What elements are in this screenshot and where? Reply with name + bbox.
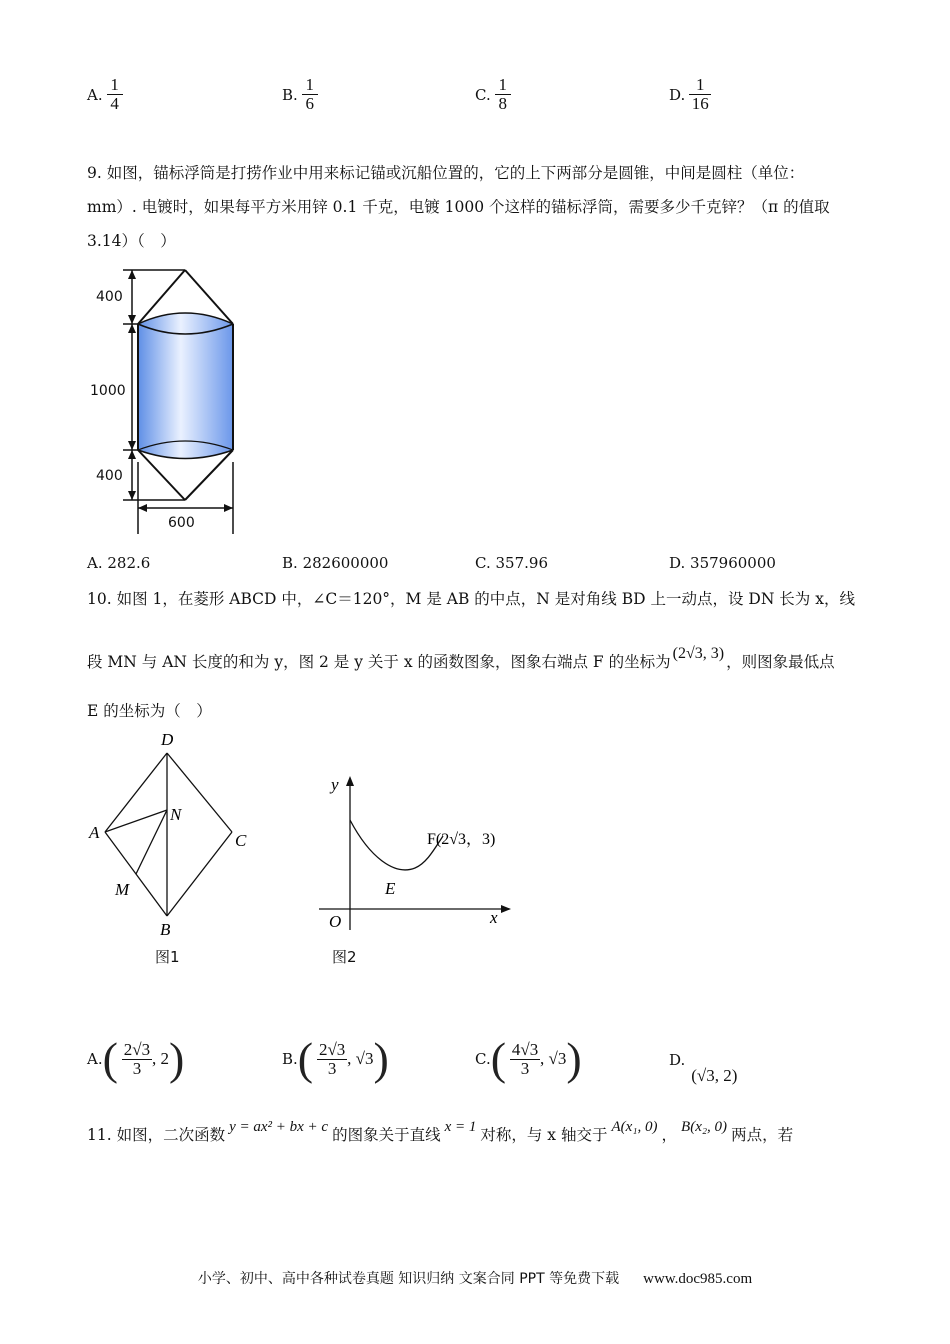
numerator: 1 bbox=[110, 75, 119, 94]
dim-bottom: 400 bbox=[96, 468, 123, 484]
option-letter: A. bbox=[87, 85, 103, 104]
option-letter: C. bbox=[475, 1050, 491, 1068]
q10-line-2 bbox=[87, 645, 835, 679]
q10-line-1: 10. 如图 1，在菱形 ABCD 中，∠C＝120°，M 是 AB 的中点，N 是对角线 BD 上一动点，设 DN 长为 x，线 bbox=[87, 590, 855, 608]
option-letter: A. bbox=[87, 554, 103, 572]
option-letter: B. bbox=[282, 85, 298, 104]
q9-line-3: 3.14）（ ） bbox=[87, 232, 176, 250]
symmetry-axis: x = 1 bbox=[444, 1119, 477, 1135]
fraction bbox=[317, 1041, 347, 1078]
footer-text: 小学、初中、高中各种试卷真题 知识归纳 文案合同 PPT 等免费下载 bbox=[197, 1271, 620, 1287]
axis-label-y: y bbox=[331, 775, 339, 794]
denominator: 8 bbox=[498, 94, 507, 113]
q9-option-c bbox=[475, 554, 548, 572]
option-letter: D. bbox=[669, 1051, 686, 1069]
dim-width: 600 bbox=[168, 515, 195, 531]
label-d: D bbox=[161, 730, 174, 749]
option-text: 357.96 bbox=[495, 554, 548, 572]
option-letter: C. bbox=[475, 85, 491, 104]
denominator: 3 bbox=[327, 1058, 337, 1078]
numerator: 2√3 bbox=[123, 1039, 151, 1059]
option-letter: D. bbox=[669, 85, 686, 104]
q10-line-3: E 的坐标为（ ） bbox=[87, 702, 212, 720]
quadratic-function: y = ax² + bx + c bbox=[229, 1119, 329, 1135]
rhombus-figure bbox=[85, 728, 260, 973]
label-n: N bbox=[170, 805, 182, 824]
second-coordinate: √3 bbox=[548, 1049, 567, 1068]
q10-option-a bbox=[87, 1033, 185, 1084]
q9-line-1: 9. 如图，锚标浮筒是打捞作业中用来标记锚或沉船位置的，它的上下两部分是圆锥，中间是圆柱（单位： bbox=[87, 164, 805, 182]
denominator: 16 bbox=[691, 94, 709, 113]
label-b: B bbox=[160, 920, 171, 939]
page-footer bbox=[0, 1268, 950, 1288]
figure-1-caption: 图1 bbox=[155, 948, 180, 966]
q9-option-b bbox=[282, 554, 388, 572]
q9-option-d bbox=[669, 554, 776, 572]
origin-label: O bbox=[329, 912, 342, 931]
q11-text: 对称，与 x 轴交于 bbox=[480, 1126, 608, 1144]
q11-suffix: 两点，若 bbox=[731, 1126, 794, 1144]
point-b: B(x₂, 0) bbox=[681, 1119, 728, 1135]
q11-prefix: 11. 如图，二次函数 bbox=[87, 1126, 226, 1144]
fraction bbox=[689, 76, 711, 113]
dim-middle: 1000 bbox=[90, 383, 126, 399]
figure-2-caption: 图2 bbox=[332, 948, 357, 966]
q9-option-a bbox=[87, 554, 150, 572]
numerator: 4√3 bbox=[511, 1039, 539, 1059]
denominator: 6 bbox=[305, 94, 315, 113]
q10-option-d bbox=[669, 1051, 738, 1085]
option-text: (√3, 2) bbox=[691, 1066, 738, 1085]
fraction bbox=[495, 76, 511, 113]
label-a: A bbox=[89, 823, 100, 842]
dim-top: 400 bbox=[96, 289, 123, 305]
point-label-f: F(2√3，3) bbox=[427, 831, 496, 848]
q8-option-c bbox=[475, 76, 511, 113]
option-text: 282600000 bbox=[302, 554, 389, 572]
fraction bbox=[107, 76, 123, 113]
q9-stem bbox=[87, 156, 860, 258]
fraction bbox=[510, 1041, 540, 1078]
option-text: 282.6 bbox=[107, 554, 151, 572]
denominator: 3 bbox=[132, 1058, 142, 1078]
f-coordinate: (2√3, 3) bbox=[672, 645, 725, 662]
label-c: C bbox=[235, 831, 247, 850]
q10-line-2a: 段 MN 与 AN 长度的和为 y，图 2 是 y 关于 x 的函数图象，图象右端点 F 的坐标为 bbox=[87, 653, 671, 671]
coordinate: ( $\frac{2√3}{3}$ , 2 ) bbox=[102, 1033, 185, 1084]
option-letter: C. bbox=[475, 554, 491, 572]
q11-text: 的图象关于直线 bbox=[332, 1126, 441, 1144]
option-letter: B. bbox=[282, 554, 298, 572]
second-coordinate: 2 bbox=[160, 1049, 169, 1068]
q8-option-a bbox=[87, 76, 123, 113]
denominator: 4 bbox=[110, 94, 119, 113]
denominator: 3 bbox=[520, 1058, 530, 1078]
function-graph bbox=[315, 768, 515, 938]
coordinate: ( $\frac{2√3}{3}$ , √3 ) bbox=[297, 1033, 389, 1084]
separator: ， bbox=[661, 1126, 678, 1144]
footer-url[interactable]: www.doc985.com bbox=[643, 1271, 753, 1287]
q10-option-c bbox=[475, 1033, 582, 1084]
option-letter: A. bbox=[87, 1050, 103, 1068]
fraction bbox=[122, 1041, 152, 1078]
q10-line-2b: ，则图象最低点 bbox=[726, 653, 835, 671]
numerator: 1 bbox=[305, 75, 315, 94]
label-m: M bbox=[115, 880, 130, 899]
option-text: 357960000 bbox=[690, 554, 776, 572]
option-letter: D. bbox=[669, 554, 686, 572]
q8-option-b bbox=[282, 76, 318, 113]
numerator: 2√3 bbox=[318, 1039, 346, 1059]
q9-line-2: mm）. 电镀时，如果每平方米用锌 0.1 千克，电镀 1000 个这样的锚标浮筒，需要多少千克锌？（π 的值取 bbox=[87, 198, 830, 216]
second-coordinate: √3 bbox=[355, 1049, 374, 1068]
point-label-e: E bbox=[385, 879, 396, 898]
fraction bbox=[302, 76, 318, 113]
option-letter: B. bbox=[282, 1050, 298, 1068]
axis-label-x: x bbox=[490, 908, 498, 927]
q8-option-d bbox=[669, 76, 711, 113]
numerator: 1 bbox=[696, 75, 705, 94]
buoy-figure bbox=[88, 262, 248, 537]
q10-option-b bbox=[282, 1033, 389, 1084]
q11-stem bbox=[87, 1118, 793, 1152]
coordinate: ( $\frac{4√3}{3}$ , √3 ) bbox=[490, 1033, 582, 1084]
numerator: 1 bbox=[498, 75, 507, 94]
point-a: A(x₁, 0) bbox=[611, 1119, 658, 1135]
